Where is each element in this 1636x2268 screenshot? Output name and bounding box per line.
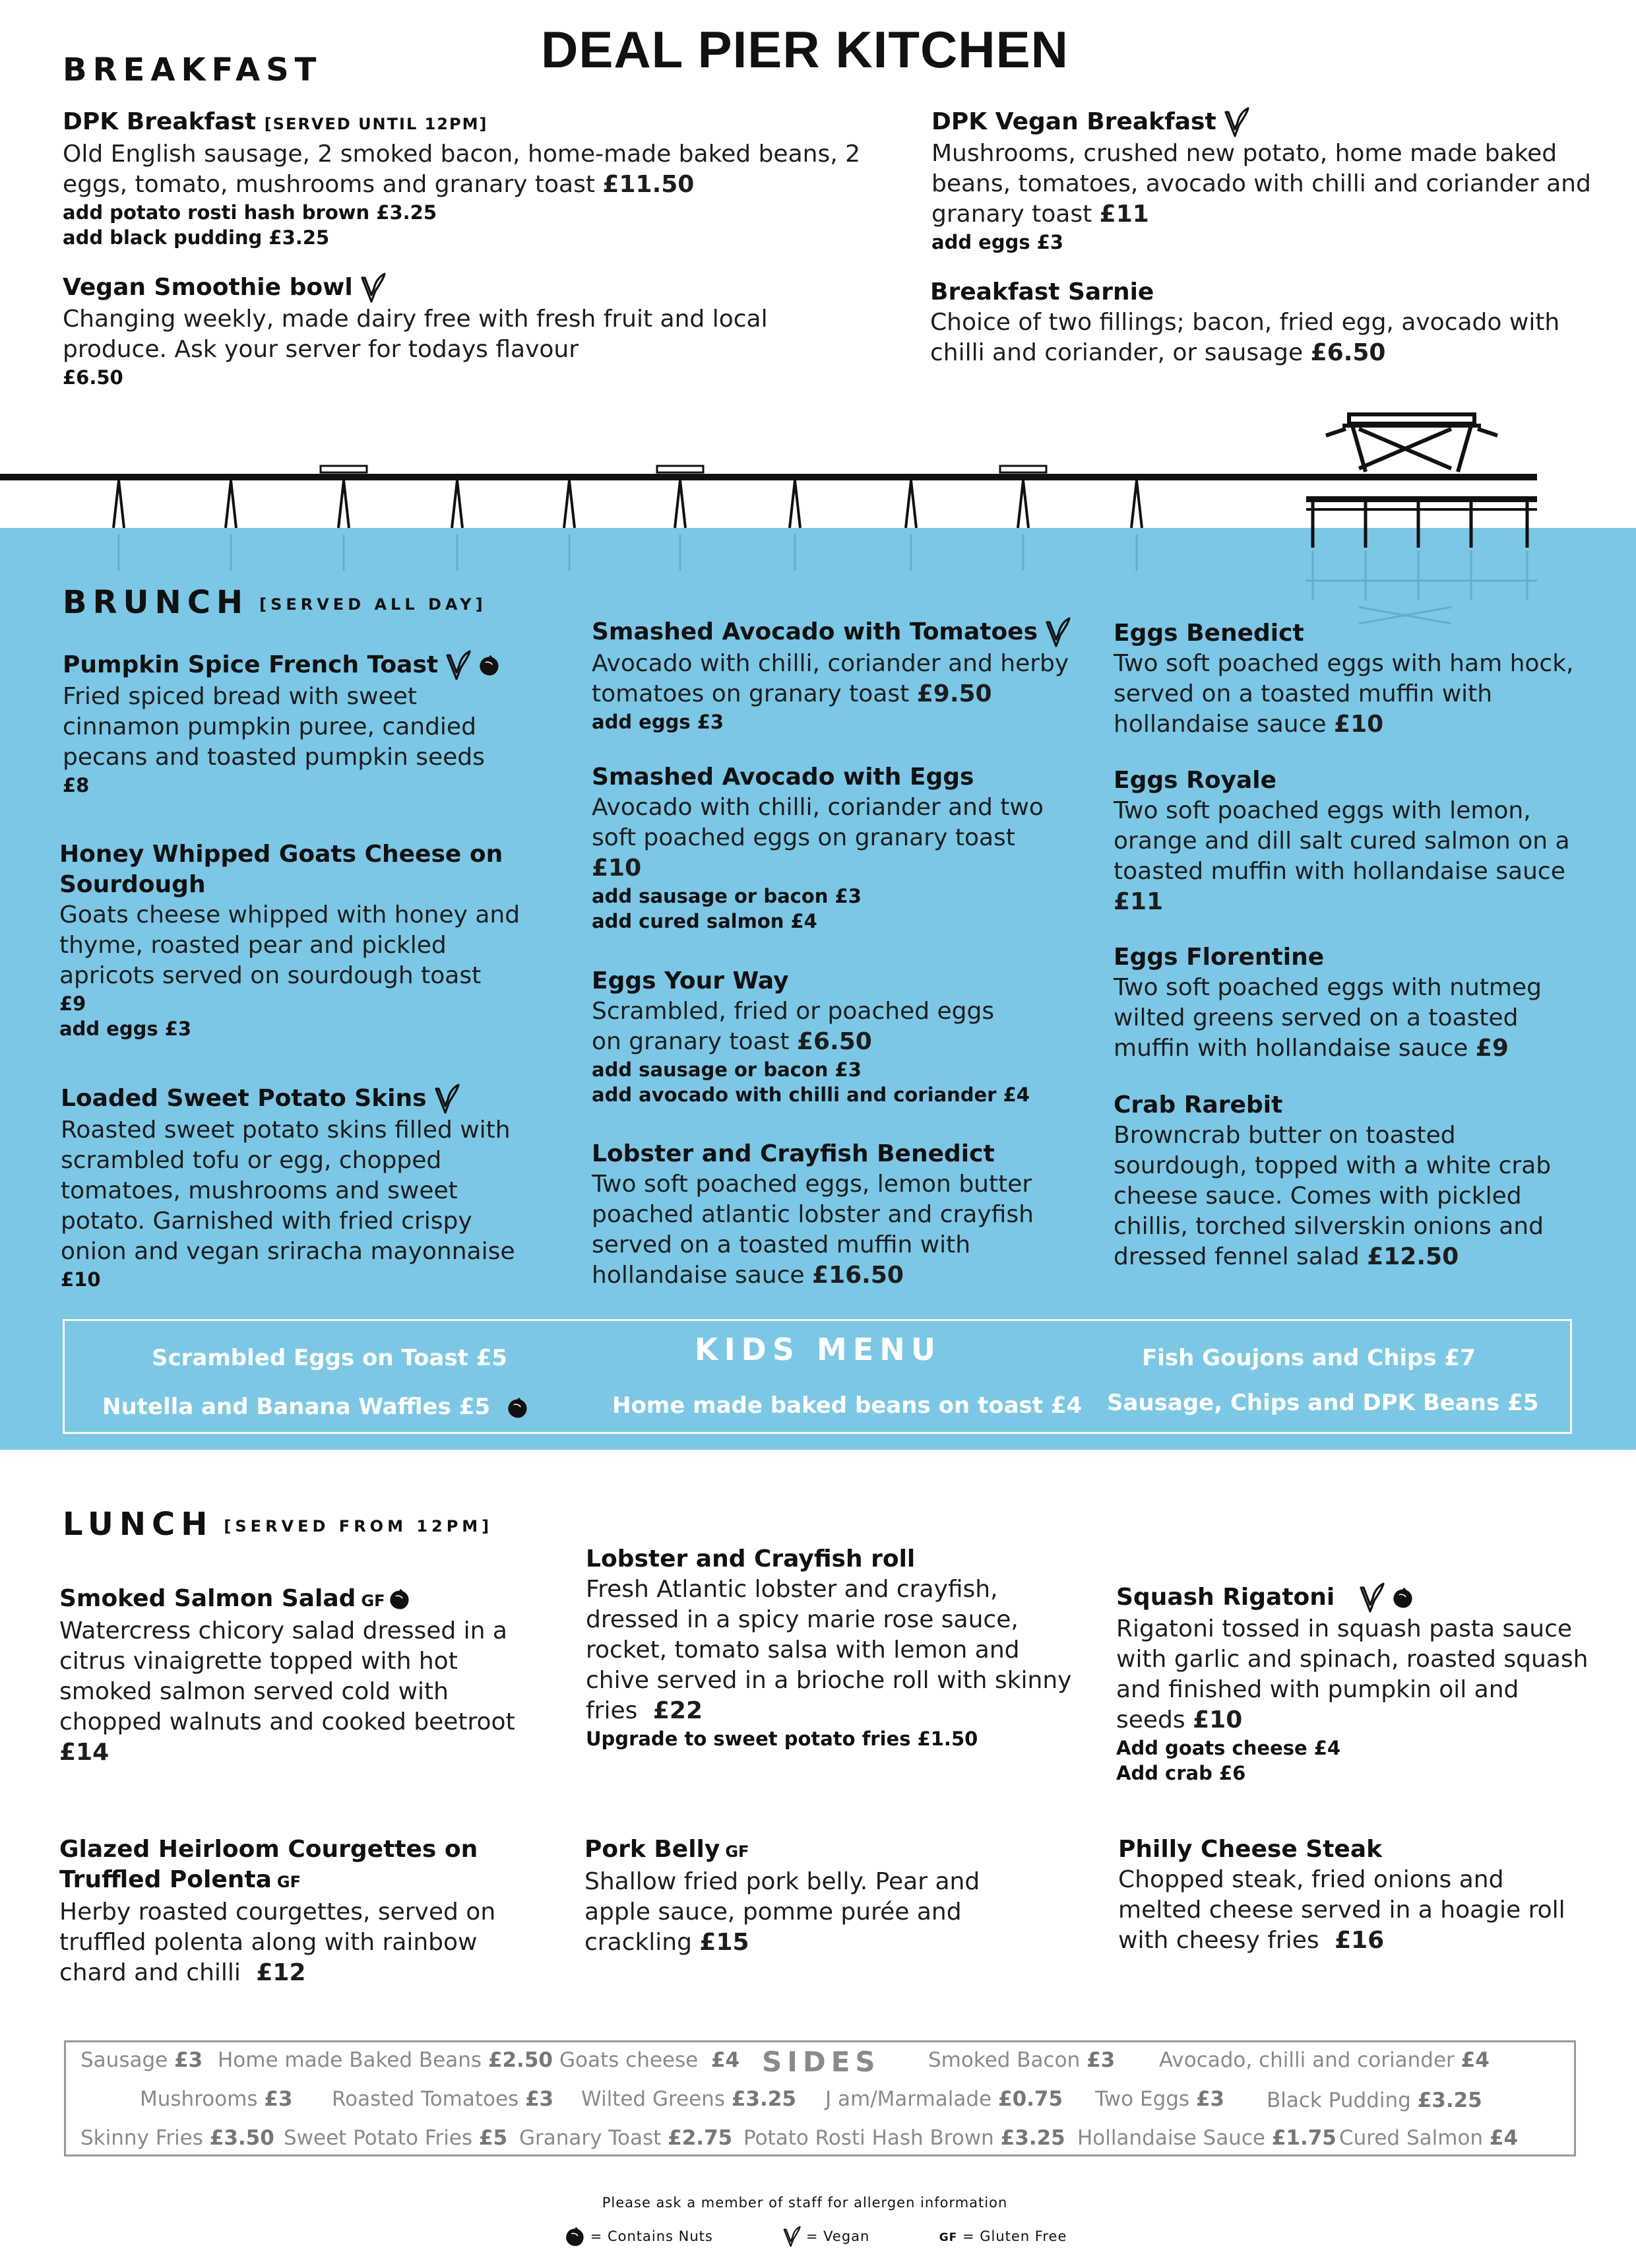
- allergen-note: Please ask a member of staff for allergen information: [602, 2195, 1008, 2211]
- menu-item-lobster-crayfish-benedict: [592, 1139, 1067, 1291]
- item-name: Smashed Avocado with Eggs: [592, 763, 974, 791]
- item-price: £10: [1193, 1706, 1243, 1733]
- menu-item-smoked-salmon-salad: [59, 1584, 548, 1768]
- side-item: [1267, 2089, 1482, 2112]
- side-name: Sausage: [80, 2048, 168, 2072]
- gf-badge: GF: [725, 1842, 749, 1861]
- side-price: £3: [264, 2087, 293, 2111]
- item-desc: Two soft poached eggs with ham hock, served on a toasted muffin with hollandaise sauce: [1114, 650, 1574, 738]
- kids-item: Home made baked beans on toast £4: [612, 1392, 1083, 1419]
- item-name: Squash Rigatoni: [1116, 1584, 1335, 1611]
- item-addon: add sausage or bacon £3: [592, 1058, 862, 1081]
- menu-item-dpk-breakfast: [63, 107, 867, 250]
- side-price: £3.25: [1000, 2126, 1065, 2150]
- item-desc: Avocado with chilli, coriander and herby tomatoes on granary toast: [592, 650, 1069, 707]
- lunch-heading: [63, 1506, 493, 1543]
- kids-item-text: Nutella and Banana Waffles £5: [102, 1394, 491, 1420]
- side-item: [519, 2126, 732, 2150]
- item-name: Glazed Heirloom Courgettes on Truffled Polenta: [59, 1836, 478, 1893]
- side-name: Sweet Potato Fries: [284, 2126, 473, 2150]
- item-desc: Browncrab butter on toasted sourdough, topped with a white crab cheese sauce. Comes with pickled chillis, torched silverskin onions and dressed fennel salad: [1114, 1122, 1552, 1270]
- menu-item-eggs-your-way: [592, 966, 1093, 1107]
- menu-item-eggs-royale: [1114, 765, 1589, 917]
- item-price: £11: [1114, 888, 1164, 915]
- side-name: Avocado, chilli and coriander: [1159, 2048, 1455, 2072]
- side-item: [1095, 2087, 1224, 2111]
- side-name: Granary Toast: [519, 2126, 662, 2150]
- item-addon: Add goats cheese £4: [1116, 1737, 1341, 1759]
- side-item: [825, 2087, 1063, 2111]
- item-name: Eggs Benedict: [1114, 620, 1304, 647]
- item-price: £16: [1335, 1927, 1385, 1954]
- lunch-heading-text: LUNCH: [63, 1506, 214, 1543]
- side-name: Hollandaise Sauce: [1077, 2126, 1265, 2150]
- item-addon: add eggs £3: [59, 1018, 192, 1040]
- side-price: £4: [710, 2048, 740, 2072]
- menu-item-glazed-heirloom-courgettes: [59, 1834, 534, 1988]
- item-desc: Fried spiced bread with sweet cinnamon pumpkin puree, candied pecans and toasted pumpkin seeds: [63, 683, 485, 771]
- item-desc: Fresh Atlantic lobster and crayfish, dressed in a spicy marie rose sauce, rocket, tomato salsa with lemon and chive served in a brioche roll with skinny fries: [586, 1576, 1072, 1724]
- item-name: Pumpkin Spice French Toast: [63, 651, 439, 678]
- vegan-leaf-icon: [360, 273, 386, 304]
- side-name: Black Pudding: [1267, 2089, 1411, 2112]
- item-price: £9: [1475, 1035, 1509, 1062]
- item-desc: Mushrooms, crushed new potato, home made baked beans, tomatoes, avocado with chilli and coriander and granary toast: [931, 140, 1591, 228]
- vegan-leaf-icon: [1044, 617, 1071, 649]
- item-desc: Rigatoni tossed in squash pasta sauce with garlic and spinach, roasted squash and finished with pumpkin oil and seeds: [1116, 1615, 1589, 1733]
- item-desc: Avocado with chilli, coriander and two soft poached eggs on granary toast: [592, 794, 1044, 851]
- item-price: £8: [63, 774, 90, 796]
- item-price: £10: [61, 1268, 101, 1291]
- side-price: £3: [525, 2087, 554, 2111]
- item-desc: Goats cheese whipped with honey and thyme, roasted pear and pickled apricots served on sourdough toast: [59, 901, 520, 989]
- kids-item: Fish Goujons and Chips £7: [1142, 1345, 1476, 1371]
- item-name: Smoked Salmon Salad: [59, 1585, 356, 1612]
- item-name: Crab Rarebit: [1114, 1091, 1283, 1118]
- legend: [564, 2226, 1067, 2248]
- item-name: Smashed Avocado with Tomatoes: [592, 618, 1038, 645]
- nut-icon: [478, 655, 500, 677]
- menu-item-philly-cheese-steak: [1118, 1834, 1580, 1956]
- item-desc: Changing weekly, made dairy free with fresh fruit and local produce. Ask your server for todays flavour: [63, 306, 768, 363]
- item-desc: Two soft poached eggs with lemon, orange and dill salt cured salmon on a toasted muffin with hollandaise sauce: [1114, 797, 1570, 885]
- side-item: [581, 2087, 796, 2111]
- vegan-leaf-icon: [433, 1084, 460, 1115]
- item-name: Breakfast Sarnie: [930, 278, 1154, 306]
- menu-item-squash-rigatoni: [1116, 1582, 1591, 1786]
- item-name: Pork Belly: [584, 1836, 720, 1863]
- vegan-leaf-icon: [782, 2226, 801, 2248]
- gf-legend-badge: GF: [939, 2231, 958, 2244]
- side-price: £3: [1086, 2048, 1116, 2072]
- item-price: £12: [256, 1959, 306, 1986]
- item-addon: add potato rosti hash brown £3.25: [63, 201, 437, 224]
- menu-item-pork-belly: [584, 1834, 1033, 1958]
- side-item: [140, 2087, 293, 2111]
- side-name: J am/Marmalade: [825, 2087, 992, 2111]
- vegan-leaf-icon: [1223, 107, 1249, 139]
- item-price: £11: [1099, 201, 1149, 228]
- menu-item-loaded-sweet-potato-skins: [61, 1084, 542, 1292]
- side-name: Potato Rosti Hash Brown: [743, 2126, 994, 2150]
- item-price: £6.50: [63, 366, 123, 389]
- item-name: Vegan Smoothie bowl: [63, 274, 353, 301]
- item-desc: Choice of two fillings; bacon, fried egg, avocado with chilli and coriander, or sausage: [930, 309, 1560, 366]
- side-item: [332, 2087, 553, 2111]
- item-addon: Upgrade to sweet potato fries £1.50: [586, 1728, 978, 1750]
- item-price: £9: [59, 992, 86, 1015]
- item-addon: add eggs £3: [592, 711, 724, 733]
- item-price: £22: [652, 1697, 703, 1724]
- menu-item-dpk-vegan-breakfast: [931, 107, 1591, 255]
- kids-item: Sausage, Chips and DPK Beans £5: [1107, 1390, 1539, 1416]
- menu-item-smashed-avocado-eggs: [592, 762, 1067, 934]
- menu-item-smashed-avocado-tomatoes: [592, 617, 1093, 734]
- page-title: DEAL PIER KITCHEN: [541, 20, 1069, 79]
- side-price: £4: [1461, 2048, 1490, 2072]
- item-desc: Scrambled, fried or poached eggs on granary toast: [592, 998, 995, 1055]
- side-name: Mushrooms: [140, 2087, 258, 2111]
- side-price: £1.75: [1271, 2126, 1337, 2150]
- item-name: DPK Vegan Breakfast: [931, 108, 1216, 135]
- lunch-sub: [SERVED FROM 12PM]: [224, 1517, 493, 1536]
- item-desc: Herby roasted courgettes, served on truffled polenta along with rainbow chard and chilli: [59, 1898, 496, 1986]
- item-addon: add cured salmon £4: [592, 910, 817, 932]
- side-price: £3.50: [209, 2126, 274, 2150]
- nut-icon: [506, 1397, 528, 1419]
- item-addon: add eggs £3: [931, 231, 1064, 253]
- item-price: £9.50: [916, 680, 992, 707]
- item-price: £6.50: [1310, 339, 1386, 366]
- side-price: £3.25: [1417, 2089, 1482, 2112]
- menu-item-eggs-benedict: [1114, 618, 1589, 740]
- side-name: Goats cheese: [559, 2048, 699, 2072]
- item-addon: add avocado with chilli and coriander £4: [592, 1084, 1030, 1106]
- side-item: [559, 2048, 739, 2072]
- side-price: £4: [1489, 2126, 1519, 2150]
- side-item: [80, 2048, 203, 2072]
- side-name: Roasted Tomatoes: [332, 2087, 519, 2111]
- item-name: Eggs Royale: [1114, 767, 1277, 794]
- side-price: £3: [174, 2048, 203, 2072]
- item-price: £12.50: [1367, 1243, 1459, 1270]
- brunch-sub: [SERVED ALL DAY]: [259, 595, 487, 614]
- side-item: [743, 2126, 1065, 2150]
- nut-icon: [1391, 1587, 1414, 1609]
- legend-nuts: = Contains Nuts: [590, 2228, 713, 2244]
- item-price: £15: [699, 1929, 749, 1956]
- item-desc: Two soft poached eggs with nutmeg wilted greens served on a toasted muffin with hollandaise sauce: [1114, 974, 1542, 1062]
- kids-menu-heading: KIDS MENU: [694, 1332, 942, 1367]
- side-name: Wilted Greens: [581, 2087, 725, 2111]
- item-price: £14: [59, 1739, 110, 1766]
- item-desc: Old English sausage, 2 smoked bacon, home-made baked beans, 2 eggs, tomato, mushrooms and granary toast: [63, 141, 861, 198]
- side-item: [1159, 2048, 1490, 2072]
- item-price: £11.50: [602, 171, 695, 198]
- brunch-heading-text: BRUNCH: [63, 584, 249, 621]
- side-item: [80, 2126, 274, 2150]
- side-item: [1339, 2126, 1518, 2150]
- menu-item-eggs-florentine: [1114, 942, 1589, 1064]
- side-name: Smoked Bacon: [928, 2048, 1081, 2072]
- item-price: £16.50: [812, 1262, 904, 1289]
- nut-icon: [388, 1588, 410, 1611]
- side-price: £3.25: [731, 2087, 796, 2111]
- side-name: Home made Baked Beans: [218, 2048, 482, 2072]
- side-price: £5: [478, 2126, 508, 2150]
- item-addon: add sausage or bacon £3: [592, 885, 862, 907]
- menu-item-lobster-crayfish-roll: [586, 1544, 1074, 1751]
- item-desc: Two soft poached eggs, lemon butter poached atlantic lobster and crayfish served on a toasted muffin with hollandaise sauce: [592, 1171, 1034, 1289]
- item-price: £10: [592, 855, 642, 882]
- side-price: £2.50: [488, 2048, 553, 2072]
- menu-item-vegan-smoothie-bowl: [63, 273, 775, 390]
- menu-item-pumpkin-spice-french-toast: [63, 650, 538, 798]
- side-item: [284, 2126, 507, 2150]
- nut-icon: [564, 2226, 585, 2248]
- vegan-leaf-icon: [445, 650, 471, 682]
- item-name: Loaded Sweet Potato Skins: [61, 1085, 427, 1112]
- side-price: £2.75: [668, 2126, 733, 2150]
- sides-heading: SIDES: [762, 2046, 881, 2078]
- side-name: Two Eggs: [1095, 2087, 1190, 2111]
- item-desc: Watercress chicory salad dressed in a citrus vinaigrette topped with hot smoked salmon served cold with chopped walnuts and cooked beetroot: [59, 1617, 515, 1735]
- side-name: Skinny Fries: [80, 2126, 203, 2150]
- menu-item-breakfast-sarnie: [930, 277, 1596, 368]
- menu-item-crab-rarebit: [1114, 1090, 1589, 1272]
- item-desc: Roasted sweet potato skins filled with scrambled tofu or egg, chopped tomatoes, mushrooms and sweet potato. Garnished with fried crispy onion and vegan sriracha mayonnaise: [61, 1117, 515, 1265]
- item-price: £6.50: [796, 1028, 872, 1055]
- gf-badge: GF: [361, 1592, 385, 1610]
- item-addon: add black pudding £3.25: [63, 226, 330, 249]
- legend-vegan: = Vegan: [805, 2228, 870, 2244]
- item-addon: Add crab £6: [1116, 1762, 1246, 1784]
- kids-item: Scrambled Eggs on Toast £5: [152, 1345, 508, 1371]
- gf-badge: GF: [276, 1873, 301, 1891]
- vegan-leaf-icon: [1358, 1582, 1385, 1614]
- side-item: [928, 2048, 1115, 2072]
- side-item: [218, 2048, 553, 2072]
- item-name: Eggs Florentine: [1114, 944, 1325, 971]
- side-name: Cured Salmon: [1339, 2126, 1484, 2150]
- side-price: £3: [1195, 2087, 1225, 2111]
- item-name: Lobster and Crayfish roll: [586, 1545, 916, 1572]
- legend-gf: = Gluten Free: [962, 2228, 1067, 2244]
- item-name: Eggs Your Way: [592, 967, 789, 994]
- item-desc: Shallow fried pork belly. Pear and apple sauce, pomme purée and crackling: [584, 1868, 980, 1956]
- side-price: £0.75: [998, 2087, 1063, 2111]
- item-name: Lobster and Crayfish Benedict: [592, 1140, 995, 1167]
- side-item: [1077, 2126, 1337, 2150]
- menu-item-honey-whipped-goats-cheese: [59, 839, 541, 1041]
- item-name: DPK Breakfast: [63, 108, 257, 135]
- item-name: Honey Whipped Goats Cheese on Sourdough: [59, 841, 503, 898]
- item-tag: [SERVED UNTIL 12PM]: [264, 115, 488, 133]
- item-price: £10: [1334, 711, 1384, 738]
- breakfast-heading: BREAKFAST: [63, 51, 323, 88]
- item-desc: Chopped steak, fried onions and melted cheese served in a hoagie roll with cheesy fries: [1118, 1866, 1565, 1954]
- brunch-heading: [63, 584, 487, 621]
- item-name: Philly Cheese Steak: [1118, 1836, 1383, 1863]
- kids-item: [102, 1394, 528, 1420]
